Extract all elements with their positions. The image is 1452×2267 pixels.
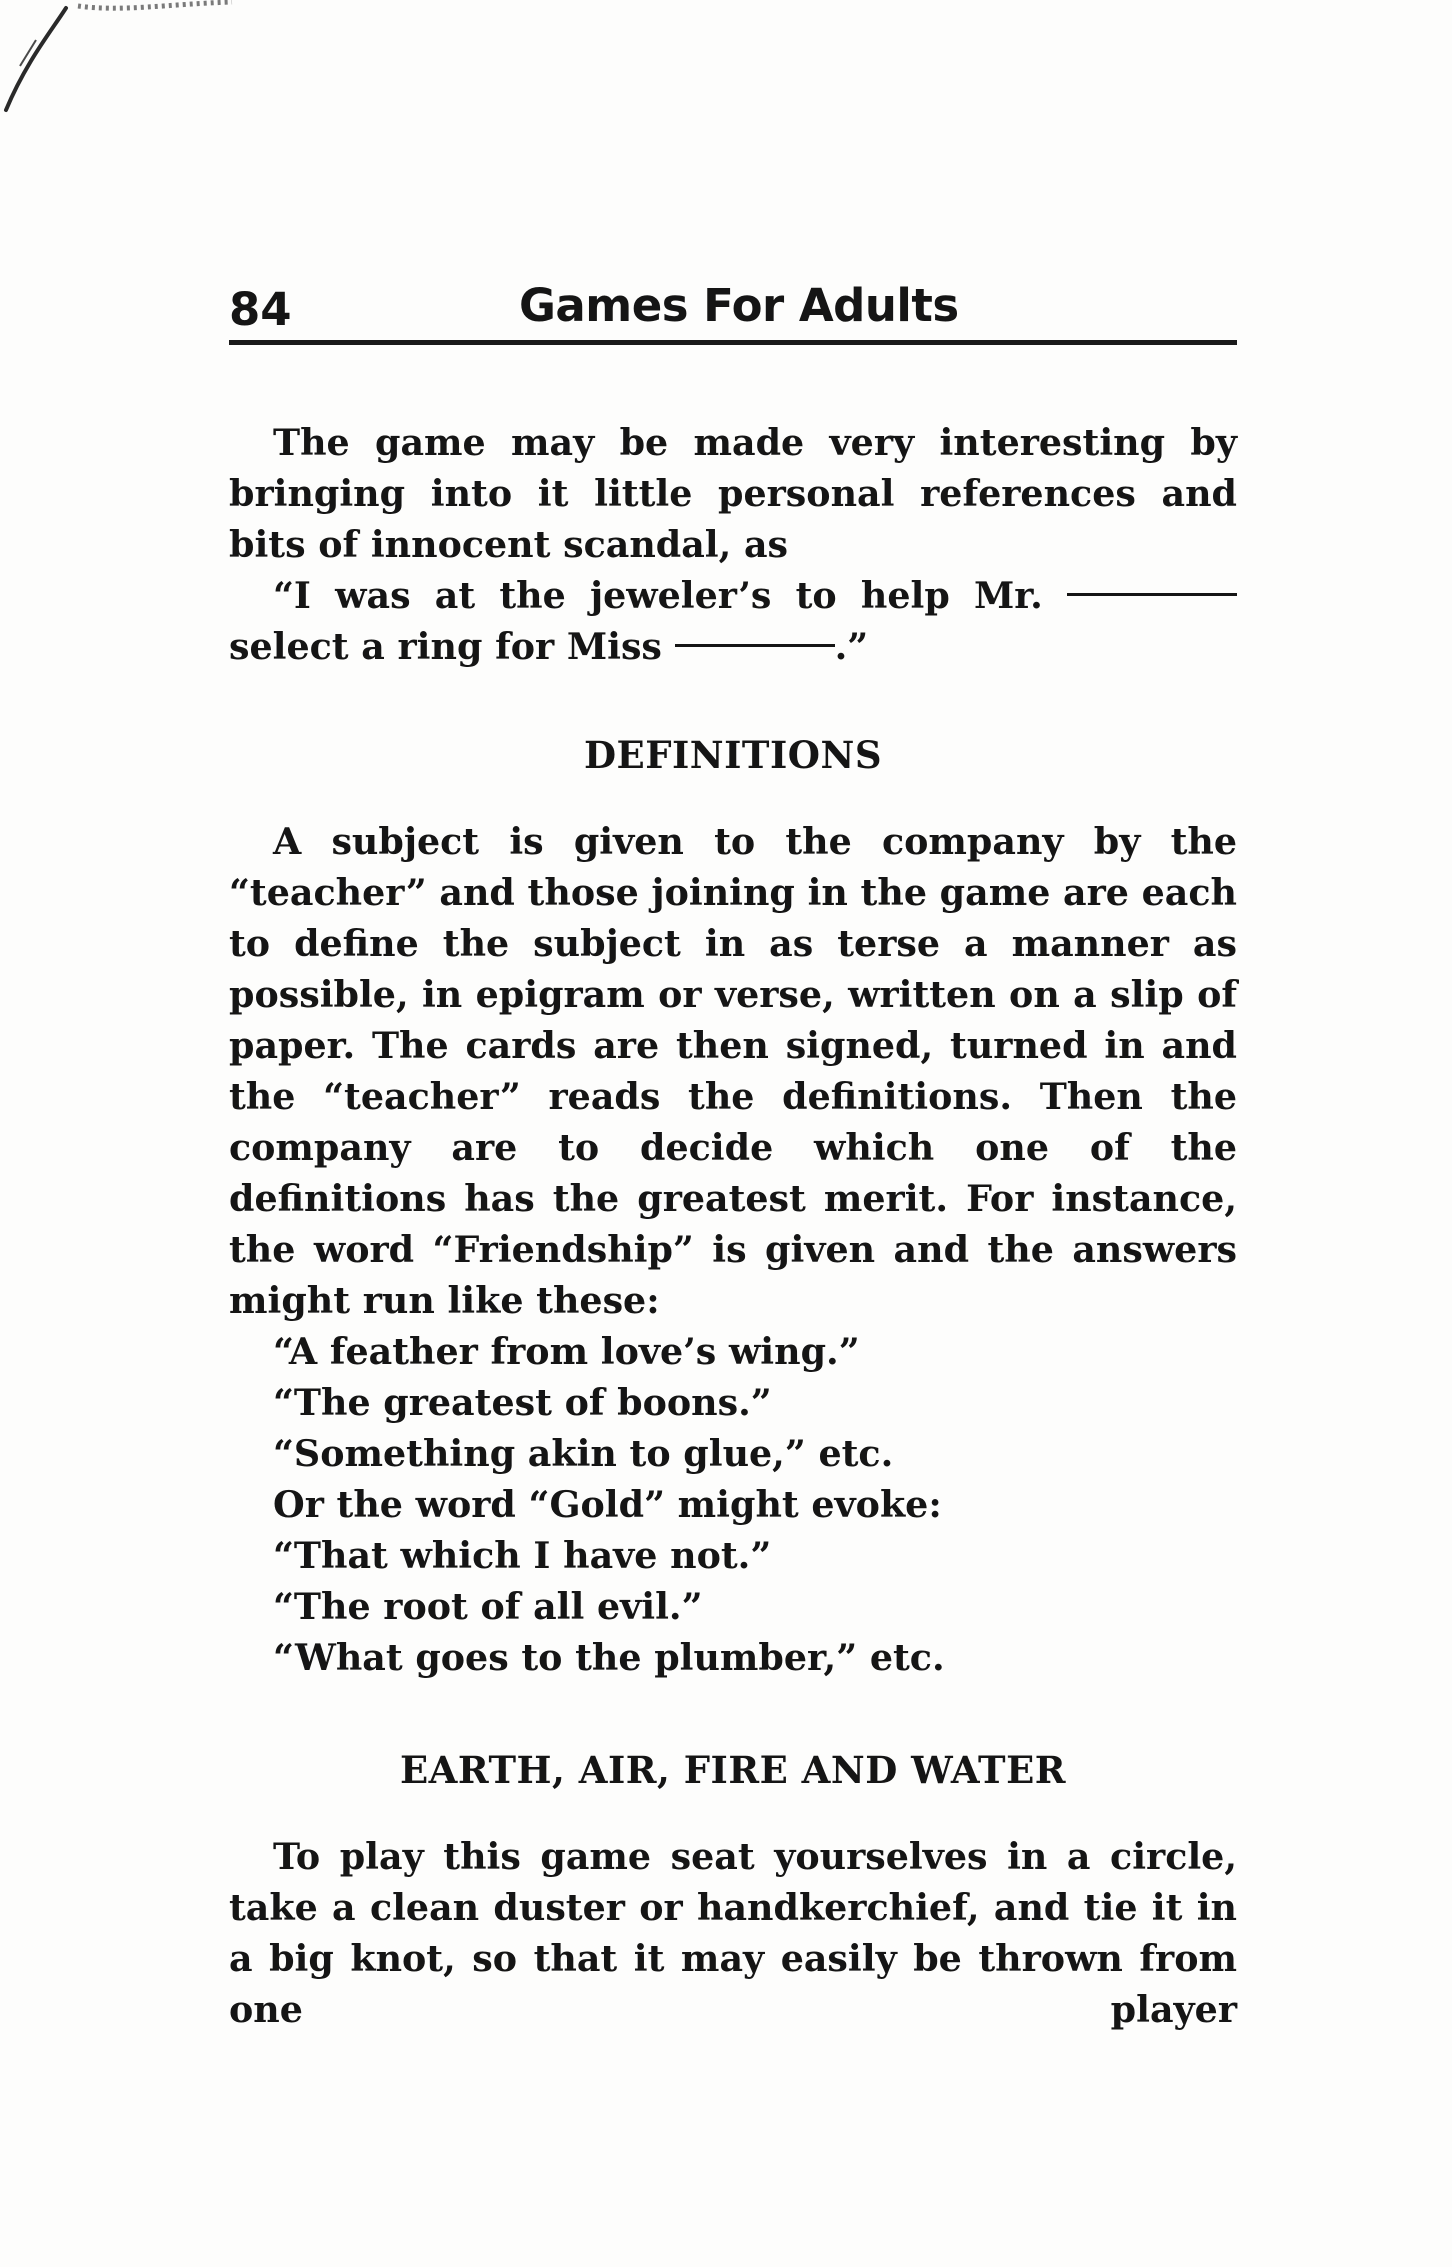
quote-part-2: select a ring for Miss xyxy=(229,625,662,668)
definition-line: “The greatest of boons.” xyxy=(273,1381,772,1424)
definitions-section xyxy=(229,816,1237,1683)
intro-section xyxy=(229,417,1237,672)
definition-line: Or the word “Gold” might evoke: xyxy=(273,1483,942,1526)
definitions-heading: DEFINITIONS xyxy=(583,733,883,777)
running-title: Games For Adults xyxy=(519,279,959,332)
intro-quote xyxy=(229,570,1237,672)
running-header xyxy=(229,280,1237,345)
earth-section xyxy=(229,1831,1237,2035)
definition-line: “What goes to the plumber,” etc. xyxy=(273,1636,945,1679)
definition-line: “Something akin to glue,” etc. xyxy=(273,1432,894,1475)
definition-line: “The root of all evil.” xyxy=(273,1585,703,1628)
definition-line: “That which I have not.” xyxy=(273,1534,772,1577)
earth-paragraph: To play this game seat yourselves in a circle, take a clean duster or handkerchief, and tie it in a big knot, so that it may easily be thrown from one player xyxy=(229,1835,1237,2031)
book-page xyxy=(229,280,1237,2035)
name-blank-1 xyxy=(1067,593,1237,596)
intro-paragraph: The game may be made very interesting by bringing into it little personal references and bits of innocent scandal, as xyxy=(229,421,1237,566)
name-blank-2 xyxy=(675,644,835,647)
earth-air-fire-water-heading: EARTH, AIR, FIRE AND WATER xyxy=(399,1748,1067,1792)
quote-end: .” xyxy=(834,625,869,668)
corner-pencil-mark xyxy=(0,0,240,140)
page-number: 84 xyxy=(229,283,292,336)
definitions-paragraph: A subject is given to the company by the “teacher” and those joining in the game are each to define the subject in as terse a manner as possible, in epigram or verse, written on a slip of paper. The cards are then signed, turned in and the “teacher” reads the definitions. Then the company are to decide which one of the definitions has the greatest merit. For instance, the word “Friendship” is given and the answers might run like these: xyxy=(229,820,1237,1322)
quote-part-1: “I was at the jeweler’s to help Mr. xyxy=(273,574,1043,617)
definition-line: “A feather from love’s wing.” xyxy=(273,1330,860,1373)
